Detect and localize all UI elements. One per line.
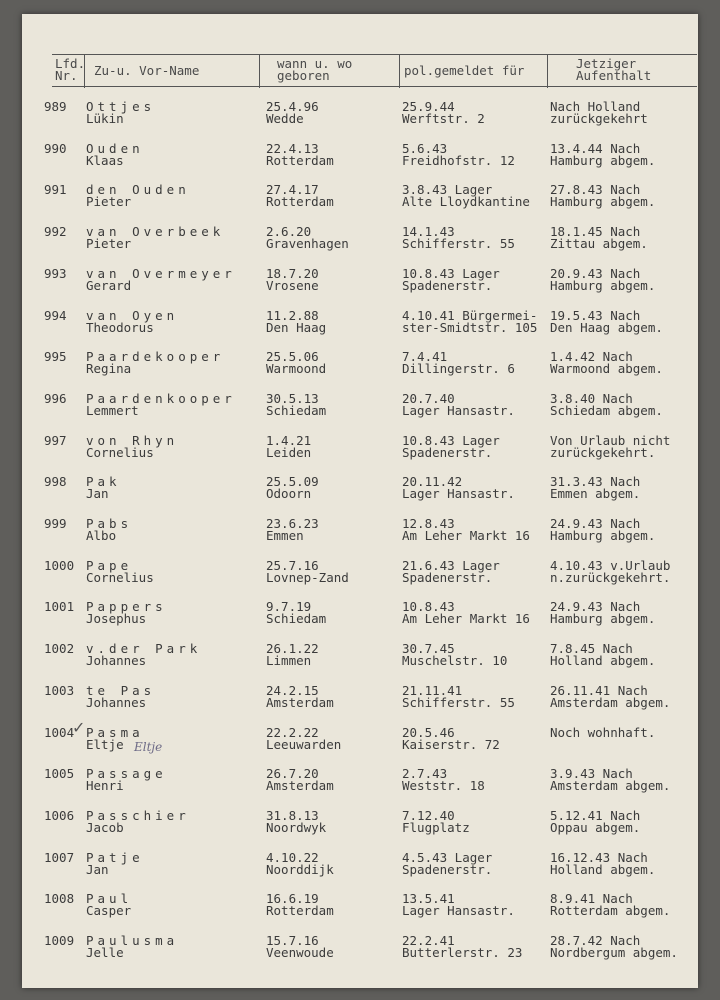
register-row	[22, 807, 698, 849]
birth-place: Rotterdam	[266, 903, 334, 919]
registration-line-2: Lager Hansastr.	[402, 402, 515, 418]
birth-place: Warmoond	[266, 361, 327, 377]
current-status-line-2: Zittau abgem.	[550, 236, 648, 252]
header-name: Zu-u. Vor-Name	[94, 63, 200, 78]
birth-place: Schiedam	[266, 402, 327, 418]
registration-line-2: Weststr. 18	[402, 778, 485, 794]
registration-line-2: Muschelstr. 10	[402, 653, 508, 669]
registration-line-1: 21.11.41	[402, 682, 463, 698]
surname: te Pas	[86, 682, 156, 698]
current-status-line-1: 3.8.40 Nach	[550, 390, 633, 406]
entry-number: 1003	[44, 682, 75, 698]
header-top-rule	[52, 54, 697, 55]
current-status-line-1: 31.3.43 Nach	[550, 474, 641, 490]
birth-place: Schiedam	[266, 611, 327, 627]
birth-place: Odoorn	[266, 486, 312, 502]
surname: Pappers	[86, 599, 167, 615]
current-status-line-2: n.zurückgekehrt.	[550, 569, 671, 585]
current-status-line-1: 26.11.41 Nach	[550, 682, 648, 698]
registration-line-2: Spadenerstr.	[402, 861, 493, 877]
current-status-line-1: 20.9.43 Nach	[550, 265, 641, 281]
current-status-line-2: Holland abgem.	[550, 653, 656, 669]
current-status-line-2: Hamburg abgem.	[550, 152, 656, 168]
surname: Passage	[86, 766, 167, 782]
first-name: Henri	[86, 778, 124, 794]
birth-date: 15.7.16	[266, 933, 319, 948]
header-lfd-nr: Lfd. Nr.	[55, 56, 86, 83]
birth-place: Amsterdam	[266, 778, 334, 794]
registration-line-2: Werftstr. 2	[402, 111, 485, 126]
current-status-line-2: Schiedam abgem.	[550, 402, 663, 418]
birth-date: 30.5.13	[266, 390, 319, 406]
header-current: Jetziger Aufenthalt	[576, 56, 652, 83]
registration-line-2: Spadenerstr.	[402, 277, 493, 293]
birth-date: 27.4.17	[266, 182, 319, 198]
birth-date: 31.8.13	[266, 807, 319, 823]
column-rule-2	[259, 54, 260, 88]
current-status-line-1: 8.9.41 Nach	[550, 891, 633, 907]
register-row	[22, 765, 698, 807]
register-row	[22, 849, 698, 891]
current-status-line-2: Oppau abgem.	[550, 819, 641, 835]
birth-place: Lovnep-Zand	[266, 569, 349, 585]
current-status-line-2: Holland abgem.	[550, 861, 656, 877]
current-status-line-1: 19.5.43 Nach	[550, 307, 641, 323]
first-name: Johannes	[86, 694, 147, 710]
registration-line-1: 20.11.42	[402, 474, 463, 490]
registration-line-2: Schifferstr. 55	[402, 694, 515, 710]
registration-line-1: 10.8.43	[402, 599, 455, 615]
entry-number: 1004	[44, 724, 75, 740]
first-name: Eltje	[86, 736, 124, 752]
birth-date: 1.4.21	[266, 432, 312, 448]
registration-line-1: 7.12.40	[402, 807, 455, 823]
first-name: Jacob	[86, 819, 124, 835]
entry-number: 1001	[44, 599, 75, 615]
first-name: Lükin	[86, 111, 124, 126]
register-row	[22, 890, 698, 932]
entry-number: 995	[44, 349, 67, 365]
current-status-line-1: 24.9.43 Nach	[550, 516, 641, 531]
birth-place: Noorddijk	[266, 861, 334, 877]
first-name: Albo	[86, 528, 117, 543]
entry-number: 993	[44, 265, 67, 281]
registration-line-2: Spadenerstr.	[402, 569, 493, 585]
current-status-line-1: 18.1.45 Nach	[550, 224, 641, 240]
surname: Pabs	[86, 516, 133, 531]
first-name: Pieter	[86, 236, 132, 252]
registration-line-1: 10.8.43 Lager	[402, 432, 500, 448]
surname: Paulusma	[86, 933, 179, 948]
entry-number: 992	[44, 224, 67, 240]
surname: van Oyen	[86, 307, 179, 323]
birth-date: 16.6.19	[266, 891, 319, 907]
registration-line-2: Dillingerstr. 6	[402, 361, 515, 377]
birth-date: 11.2.88	[266, 307, 319, 323]
current-status-line-2: zurückgekehrt.	[550, 444, 656, 460]
first-name: Pieter	[86, 194, 132, 210]
registration-line-1: 22.2.41	[402, 933, 455, 948]
current-status-line-2: zurückgekehrt	[550, 111, 648, 126]
first-name: Cornelius	[86, 569, 154, 585]
birth-place: Rotterdam	[266, 152, 334, 168]
register-row	[22, 348, 698, 390]
first-name: Johannes	[86, 653, 147, 669]
register-row	[22, 307, 698, 349]
registration-line-2: Lager Hansastr.	[402, 486, 515, 502]
surname: v.der Park	[86, 641, 202, 657]
current-status-line-1: 16.12.43 Nach	[550, 849, 648, 865]
registration-line-1: 7.4.41	[402, 349, 448, 365]
birth-date: 22.4.13	[266, 140, 319, 156]
current-status-line-1: 5.12.41 Nach	[550, 807, 641, 823]
first-name: Josephus	[86, 611, 147, 627]
first-name: Casper	[86, 903, 132, 919]
registration-line-2: Schifferstr. 55	[402, 236, 515, 252]
current-status-line-1: Noch wohnhaft.	[550, 724, 656, 740]
surname: Pasma	[86, 724, 144, 740]
header-bottom-rule	[52, 86, 697, 87]
surname: Pape	[86, 557, 133, 573]
register-row	[22, 473, 698, 515]
registration-line-2: Alte Lloydkantine	[402, 194, 530, 210]
registration-line-2: Am Leher Markt 16	[402, 611, 530, 627]
first-name: Klaas	[86, 152, 124, 168]
register-row	[22, 717, 698, 766]
entry-number: 989	[44, 99, 67, 114]
current-status-line-1: 3.9.43 Nach	[550, 766, 633, 782]
entry-number: 990	[44, 140, 67, 156]
register-row	[22, 682, 698, 724]
entry-number: 1007	[44, 849, 75, 865]
current-status-line-2: Hamburg abgem.	[550, 611, 656, 627]
registration-line-1: 13.5.41	[402, 891, 455, 907]
entry-number: 996	[44, 390, 67, 406]
current-status-line-1: 7.8.45 Nach	[550, 641, 633, 657]
first-name: Gerard	[86, 277, 132, 293]
current-status-line-2: Warmoond abgem.	[550, 361, 663, 377]
registration-line-2: ster-Smidtstr. 105	[402, 319, 538, 335]
current-status-line-1: 28.7.42 Nach	[550, 933, 641, 948]
register-row	[22, 265, 698, 307]
entry-number: 997	[44, 432, 67, 448]
register-row	[22, 432, 698, 474]
registration-line-1: 25.9.44	[402, 99, 455, 114]
birth-date: 24.2.15	[266, 682, 319, 698]
birth-place: Veenwoude	[266, 945, 334, 960]
surname: Paardekooper	[86, 349, 225, 365]
current-status-line-2: Hamburg abgem.	[550, 194, 656, 210]
current-status-line-2: Hamburg abgem.	[550, 277, 656, 293]
birth-date: 9.7.19	[266, 599, 312, 615]
current-status-line-2: Rotterdam abgem.	[550, 903, 671, 919]
registration-line-1: 4.10.41 Bürgermei-	[402, 307, 538, 323]
registration-line-1: 20.7.40	[402, 390, 455, 406]
header-registered: pol.gemeldet für	[404, 63, 525, 78]
surname: van Overbeek	[86, 224, 225, 240]
register-row	[22, 140, 698, 182]
surname: Patje	[86, 849, 144, 865]
header-born: wann u. wo geboren	[277, 56, 353, 83]
registration-line-1: 10.8.43 Lager	[402, 265, 500, 281]
register-page	[22, 14, 698, 988]
registration-line-2: Kaiserstr. 72	[402, 736, 500, 752]
entry-number: 1005	[44, 766, 75, 782]
registration-line-1: 3.8.43 Lager	[402, 182, 493, 198]
birth-date: 25.5.09	[266, 474, 319, 490]
registration-line-2: Spadenerstr.	[402, 444, 493, 460]
registration-line-1: 20.5.46	[402, 724, 455, 740]
birth-place: Rotterdam	[266, 194, 334, 210]
birth-place: Emmen	[266, 528, 304, 543]
entry-number: 1008	[44, 891, 75, 907]
handwritten-signature: Eltje	[134, 739, 163, 754]
entry-number: 1000	[44, 557, 75, 573]
register-row	[22, 390, 698, 432]
entry-number: 999	[44, 516, 67, 531]
current-status-line-1: 24.9.43 Nach	[550, 599, 641, 615]
register-row	[22, 181, 698, 223]
entry-number: 994	[44, 307, 67, 323]
surname: Pak	[86, 474, 121, 490]
current-status-line-1: Nach Holland	[550, 99, 641, 114]
surname: Ottjes	[86, 99, 156, 114]
birth-place: Noordwyk	[266, 819, 327, 835]
birth-date: 22.2.22	[266, 724, 319, 740]
surname: den Ouden	[86, 182, 190, 198]
birth-date: 25.7.16	[266, 557, 319, 573]
entry-number: 1002	[44, 641, 75, 657]
register-row	[22, 557, 698, 599]
registration-line-2: Am Leher Markt 16	[402, 528, 530, 543]
register-row	[22, 640, 698, 682]
register-row	[22, 223, 698, 265]
surname: von Rhyn	[86, 432, 179, 448]
entry-number: 1009	[44, 933, 75, 948]
birth-date: 23.6.23	[266, 516, 319, 531]
registration-line-1: 5.6.43	[402, 140, 448, 156]
current-status-line-2: Amsterdam abgem.	[550, 778, 671, 794]
column-rule-4	[547, 54, 548, 88]
registration-line-1: 30.7.45	[402, 641, 455, 657]
register-row	[22, 515, 698, 557]
birth-place: Den Haag	[266, 319, 327, 335]
birth-place: Leeuwarden	[266, 736, 342, 752]
surname: Paardenkooper	[86, 390, 236, 406]
surname: Passchier	[86, 807, 190, 823]
first-name: Cornelius	[86, 444, 154, 460]
current-status-line-1: 4.10.43 v.Urlaub	[550, 557, 671, 573]
current-status-line-2: Emmen abgem.	[550, 486, 641, 502]
register-row	[22, 598, 698, 640]
registration-line-1: 21.6.43 Lager	[402, 557, 500, 573]
registration-line-2: Butterlerstr. 23	[402, 945, 523, 960]
current-status-line-1: 1.4.42 Nach	[550, 349, 633, 365]
first-name: Jelle	[86, 945, 124, 960]
first-name: Lemmert	[86, 402, 139, 418]
entry-number: 998	[44, 474, 67, 490]
birth-place: Amsterdam	[266, 694, 334, 710]
birth-date: 2.6.20	[266, 224, 312, 240]
birth-date: 25.4.96	[266, 99, 319, 114]
birth-date: 26.7.20	[266, 766, 319, 782]
registration-line-2: Freidhofstr. 12	[402, 152, 515, 168]
check-mark-icon: ✓	[72, 717, 86, 737]
first-name: Jan	[86, 486, 109, 502]
entry-number: 1006	[44, 807, 75, 823]
current-status-line-1: 27.8.43 Nach	[550, 182, 641, 198]
register-row	[22, 932, 698, 974]
current-status-line-2: Hamburg abgem.	[550, 528, 656, 543]
birth-place: Leiden	[266, 444, 312, 460]
birth-place: Vrosene	[266, 277, 319, 293]
registration-line-1: 2.7.43	[402, 766, 448, 782]
surname: van Overmeyer	[86, 265, 236, 281]
registration-line-2: Lager Hansastr.	[402, 903, 515, 919]
entry-number: 991	[44, 182, 67, 198]
current-status-line-1: 13.4.44 Nach	[550, 140, 641, 156]
registration-line-2: Flugplatz	[402, 819, 470, 835]
current-status-line-2: Nordbergum abgem.	[550, 945, 678, 960]
registration-line-1: 14.1.43	[402, 224, 455, 240]
current-status-line-2: Amsterdam abgem.	[550, 694, 671, 710]
first-name: Jan	[86, 861, 109, 877]
birth-date: 4.10.22	[266, 849, 319, 865]
surname: Ouden	[86, 140, 144, 156]
current-status-line-1: Von Urlaub nicht	[550, 432, 671, 448]
birth-place: Wedde	[266, 111, 304, 126]
birth-date: 25.5.06	[266, 349, 319, 365]
birth-place: Limmen	[266, 653, 312, 669]
birth-place: Gravenhagen	[266, 236, 349, 252]
birth-date: 18.7.20	[266, 265, 319, 281]
current-status-line-2: Den Haag abgem.	[550, 319, 663, 335]
birth-date: 26.1.22	[266, 641, 319, 657]
registration-line-1: 12.8.43	[402, 516, 455, 531]
register-row	[22, 98, 698, 140]
first-name: Theodorus	[86, 319, 154, 335]
surname: Paul	[86, 891, 133, 907]
column-rule-3	[399, 54, 400, 88]
registration-line-1: 4.5.43 Lager	[402, 849, 493, 865]
first-name: Regina	[86, 361, 132, 377]
